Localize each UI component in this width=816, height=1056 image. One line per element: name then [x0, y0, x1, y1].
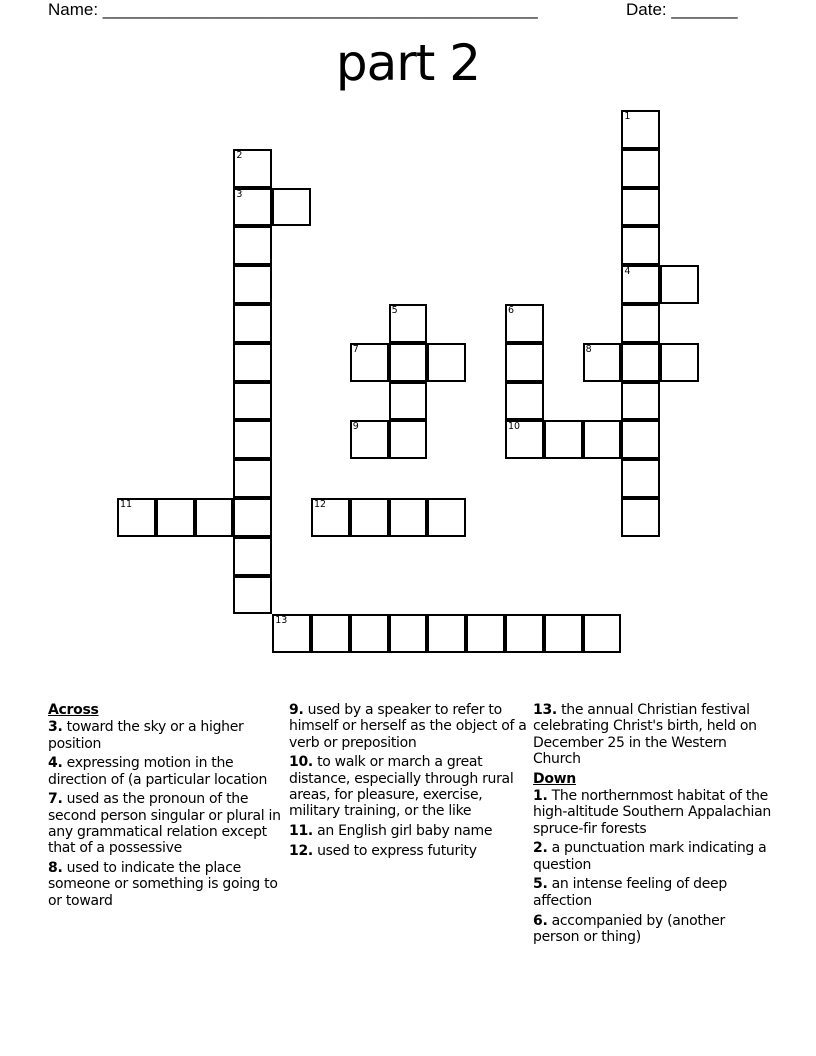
- crossword-cell[interactable]: [233, 420, 272, 459]
- clue-number: 10.: [289, 754, 313, 771]
- clue-number: 5.: [533, 876, 548, 893]
- clue-text: expressing motion in the direction of (a particular location: [48, 755, 268, 788]
- crossword-cell[interactable]: [621, 304, 660, 343]
- clue-number: 12.: [289, 842, 313, 859]
- clue-across-10: [289, 754, 529, 819]
- clue-number: 3.: [48, 719, 63, 736]
- clue-text: an intense feeling of deep affection: [533, 876, 727, 909]
- crossword-cell[interactable]: [621, 149, 660, 188]
- clue-across-13: [533, 702, 773, 767]
- crossword-cell[interactable]: [621, 343, 660, 382]
- cell-number: 8: [585, 343, 592, 355]
- crossword-cell[interactable]: [233, 304, 272, 343]
- clue-text: accompanied by (another person or thing): [533, 912, 725, 945]
- crossword-cell[interactable]: [389, 420, 428, 459]
- clue-number: 2.: [533, 840, 548, 857]
- crossword-cell[interactable]: [389, 343, 428, 382]
- crossword-cell[interactable]: [583, 614, 622, 653]
- crossword-cell[interactable]: [311, 498, 350, 537]
- clue-across-12: [289, 843, 529, 859]
- cell-number: 2: [236, 149, 243, 161]
- crossword-cell[interactable]: [621, 226, 660, 265]
- crossword-cell[interactable]: [389, 382, 428, 421]
- crossword-cell[interactable]: [350, 614, 389, 653]
- crossword-cell[interactable]: [621, 265, 660, 304]
- cell-number: 9: [352, 421, 359, 433]
- crossword-cell[interactable]: [505, 382, 544, 421]
- crossword-cell[interactable]: [505, 614, 544, 653]
- clue-number: 11.: [289, 823, 313, 840]
- date-field-label: Date: _______: [626, 0, 738, 19]
- clue-text: the annual Christian festival celebrating Christ's birth, held on December 25 in the Western Church: [533, 702, 757, 767]
- clue-text: used to express futurity: [317, 842, 477, 859]
- crossword-cell[interactable]: [621, 110, 660, 149]
- crossword-cell[interactable]: [505, 343, 544, 382]
- crossword-cell[interactable]: [544, 420, 583, 459]
- clue-text: The northernmost habitat of the high-altitude Southern Appalachian spruce-fir forests: [533, 787, 771, 837]
- clue-number: 9.: [289, 702, 304, 718]
- crossword-cell[interactable]: [544, 614, 583, 653]
- crossword-cell[interactable]: [233, 498, 272, 537]
- across-heading: Across: [48, 702, 99, 718]
- clues-column-2: [289, 702, 529, 863]
- crossword-cell[interactable]: [350, 498, 389, 537]
- cell-number: 12: [314, 499, 327, 510]
- crossword-cell[interactable]: [350, 343, 389, 382]
- crossword-cell[interactable]: [427, 343, 466, 382]
- crossword-cell[interactable]: [389, 498, 428, 537]
- crossword-cell[interactable]: [156, 498, 195, 537]
- crossword-cell[interactable]: [233, 265, 272, 304]
- crossword-cell[interactable]: [389, 304, 428, 343]
- cell-number: 7: [352, 343, 359, 355]
- crossword-cell[interactable]: [621, 420, 660, 459]
- clue-text: an English girl baby name: [317, 823, 493, 840]
- clues-column-3: [533, 702, 773, 949]
- clue-text: used as the pronoun of the second person singular or plural in any grammatical relation except that of a possessive: [48, 791, 281, 857]
- clue-number: 6.: [533, 912, 548, 929]
- cell-number: 13: [275, 615, 288, 627]
- crossword-cell[interactable]: [505, 304, 544, 343]
- crossword-cell[interactable]: [621, 382, 660, 421]
- crossword-cell[interactable]: [621, 498, 660, 537]
- clue-text: to walk or march a great distance, especially through rural areas, for pleasure, exercise, military training, or the like: [289, 754, 514, 820]
- crossword-cell[interactable]: [311, 614, 350, 653]
- crossword-cell[interactable]: [427, 614, 466, 653]
- crossword-cell[interactable]: [350, 420, 389, 459]
- clue-down-5: [533, 876, 773, 909]
- cell-number: 4: [624, 266, 631, 278]
- cell-number: 1: [624, 111, 631, 122]
- clue-number: 7.: [48, 791, 63, 808]
- clue-down-6: [533, 913, 773, 946]
- clue-across-8: [48, 860, 288, 909]
- crossword-cell[interactable]: [660, 265, 699, 304]
- crossword-cell[interactable]: [272, 614, 311, 653]
- name-field-label: Name: ______________________________________________: [48, 0, 538, 19]
- clue-text: used by a speaker to refer to himself or herself as the object of a verb or preposition: [289, 702, 527, 751]
- crossword-cell[interactable]: [389, 614, 428, 653]
- page-title: part 2: [335, 34, 481, 92]
- cell-number: 3: [236, 188, 243, 200]
- crossword-cell[interactable]: [233, 226, 272, 265]
- clue-across-7: [48, 791, 288, 856]
- clue-down-1: [533, 788, 773, 837]
- clue-number: 13.: [533, 702, 557, 718]
- crossword-cell[interactable]: [233, 459, 272, 498]
- clue-number: 8.: [48, 860, 63, 877]
- crossword-cell[interactable]: [233, 149, 272, 188]
- clue-across-11: [289, 823, 529, 839]
- clue-text: toward the sky or a higher position: [48, 719, 244, 752]
- clue-down-2: [533, 840, 773, 873]
- crossword-cell[interactable]: [233, 537, 272, 576]
- clue-text: a punctuation mark indicating a question: [533, 840, 767, 873]
- crossword-cell[interactable]: [233, 576, 272, 615]
- crossword-cell[interactable]: [660, 343, 699, 382]
- crossword-cell[interactable]: [583, 343, 622, 382]
- crossword-cell[interactable]: [233, 343, 272, 382]
- crossword-cell[interactable]: [427, 498, 466, 537]
- crossword-cell[interactable]: [117, 498, 156, 537]
- crossword-cell[interactable]: [621, 188, 660, 227]
- cell-number: 10: [508, 421, 521, 433]
- clue-across-3: [48, 719, 288, 752]
- crossword-cell[interactable]: [505, 420, 544, 459]
- crossword-cell[interactable]: [583, 420, 622, 459]
- crossword-cell[interactable]: [466, 614, 505, 653]
- clue-across-4: [48, 755, 288, 788]
- clue-number: 1.: [533, 787, 548, 804]
- down-heading: Down: [533, 770, 576, 787]
- crossword-cell[interactable]: [195, 498, 234, 537]
- crossword-cell[interactable]: [233, 188, 272, 227]
- cell-number: 6: [508, 305, 515, 316]
- cell-number: 11: [120, 499, 133, 510]
- clue-number: 4.: [48, 755, 63, 772]
- crossword-cell[interactable]: [621, 459, 660, 498]
- clue-text: used to indicate the place someone or something is going to or toward: [48, 860, 278, 909]
- crossword-cell[interactable]: [233, 382, 272, 421]
- clue-across-9: [289, 702, 529, 751]
- cell-number: 5: [391, 305, 398, 316]
- crossword-cell[interactable]: [272, 188, 311, 227]
- clues-column-1: [48, 702, 288, 913]
